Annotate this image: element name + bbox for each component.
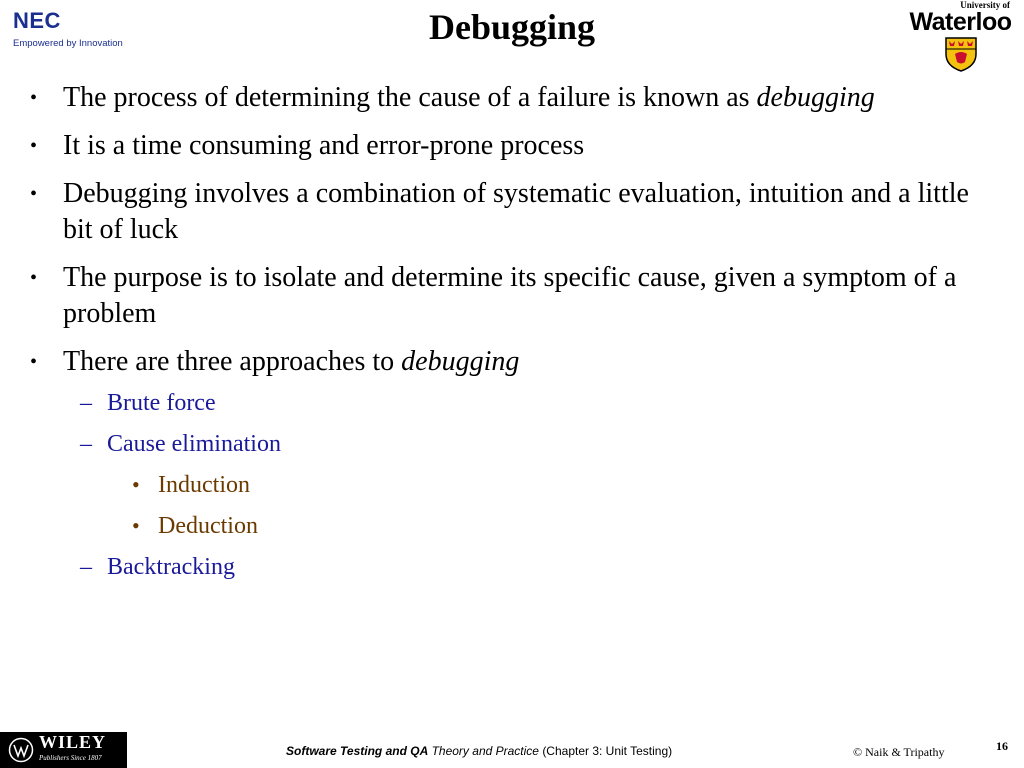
bullet-text: The process of determining the cause of a failure is known as	[63, 82, 757, 113]
footer-chapter: (Chapter 3: Unit Testing)	[542, 744, 673, 758]
waterloo-crest-icon	[944, 36, 978, 72]
bullet-marker: •	[132, 513, 140, 538]
bullet-time-consuming	[30, 128, 990, 164]
bullet-marker: •	[132, 472, 140, 497]
bullet-text: The purpose is to isolate and determine its specific cause, given a symptom of a problem	[63, 262, 957, 329]
bullet-debugging-definition	[30, 80, 990, 116]
footer-book-subtitle: Theory and Practice	[428, 744, 543, 758]
dash-marker: –	[80, 554, 92, 580]
wiley-name: WILEY	[39, 731, 107, 752]
footer-book-title: Software Testing and QA	[286, 744, 429, 758]
dash-marker: –	[80, 390, 92, 416]
bullet-emphasis: debugging	[401, 346, 520, 377]
slide-content	[30, 80, 990, 593]
bullet-text: It is a time consuming and error-prone process	[63, 130, 585, 161]
bullet-text: There are three approaches to	[63, 346, 402, 377]
bullet-emphasis: debugging	[756, 82, 875, 113]
wiley-logo	[0, 732, 127, 768]
nec-logo-mark: NEC	[13, 8, 61, 33]
approach-cause-elimination	[30, 429, 990, 459]
page-number: 16	[996, 739, 1008, 753]
bullet-three-approaches	[30, 344, 990, 380]
footer-book-reference	[286, 744, 672, 758]
sub-approach-deduction	[30, 511, 990, 541]
bullet-combination	[30, 176, 990, 248]
waterloo-logo	[903, 0, 1018, 72]
slide-title: Debugging	[428, 7, 596, 47]
approach-label: Brute force	[107, 390, 216, 416]
dash-marker: –	[80, 431, 92, 457]
approach-brute-force	[30, 388, 990, 418]
waterloo-logo-name: Waterloo	[909, 8, 1012, 36]
waterloo-logo-small-text: University of	[960, 0, 1010, 10]
approach-label: Backtracking	[107, 554, 235, 580]
footer-copyright: © Naik & Tripathy	[853, 745, 945, 759]
bullet-text: Debugging involves a combination of systematic evaluation, intuition and a little bit of luck	[63, 178, 969, 245]
sub-approach-label: Induction	[158, 472, 250, 498]
wiley-tagline: Publishers Since 1807	[39, 753, 102, 762]
approach-label: Cause elimination	[107, 431, 281, 457]
bullet-purpose	[30, 260, 990, 332]
wiley-emblem-icon	[8, 737, 34, 763]
nec-logo-tagline: Empowered by Innovation	[13, 38, 123, 49]
sub-approach-label: Deduction	[158, 513, 258, 539]
approach-backtracking	[30, 552, 990, 582]
sub-approach-induction	[30, 470, 990, 500]
